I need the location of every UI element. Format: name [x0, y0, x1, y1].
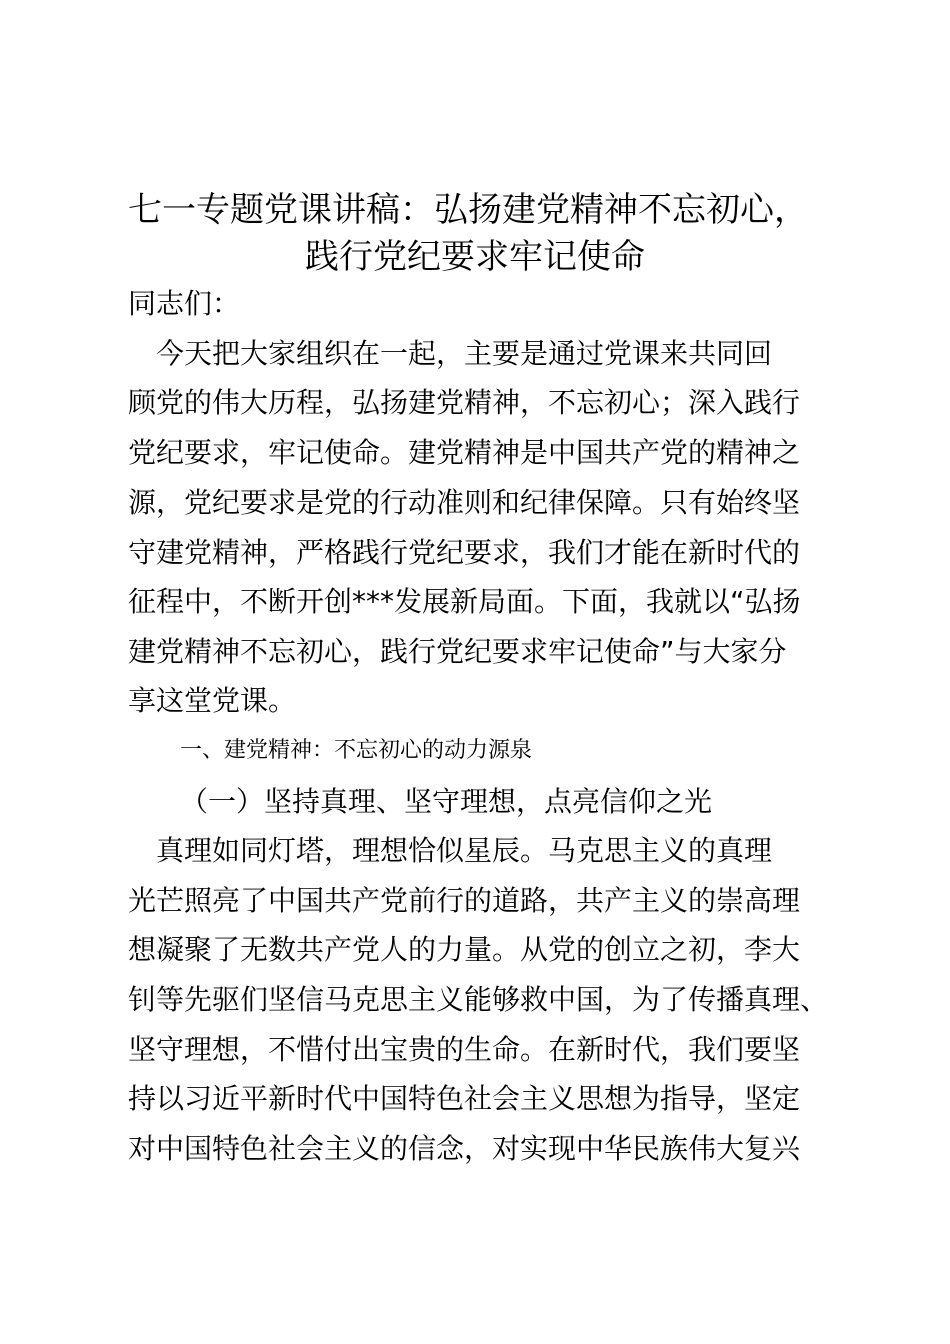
section-paragraph-line: 持以习近平新时代中国特色社会主义思想为指导，坚定 [128, 1082, 801, 1115]
document-title-line-1: 七一专题党课讲稿：弘扬建党精神不忘初心， [128, 190, 808, 230]
intro-paragraph-line: 守建党精神，严格践行党纪要求，我们才能在新时代的 [128, 536, 801, 569]
section-paragraph-line: 真理如同灯塔，理想恰似星辰。马克思主义的真理 [128, 834, 773, 867]
intro-paragraph-line: 源，党纪要求是党的行动准则和纪律保障。只有始终坚 [128, 486, 801, 519]
section-paragraph-line: 想凝聚了无数共产党人的力量。从党的创立之初，李大 [128, 933, 801, 966]
intro-paragraph-line: 征程中，不断开创***发展新局面。下面，我就以“弘扬 [128, 585, 801, 618]
greeting: 同志们： [128, 287, 241, 320]
section-paragraph-line: 对中国特色社会主义的信念，对实现中华民族伟大复兴 [128, 1132, 801, 1165]
section-paragraph-line: 坚守理想，不惜付出宝贵的生命。在新时代，我们要坚 [128, 1033, 801, 1066]
intro-paragraph-line: 今天把大家组织在一起，主要是通过党课来共同回 [128, 337, 773, 370]
intro-paragraph-line: 党纪要求，牢记使命。建党精神是中国共产党的精神之 [128, 436, 801, 469]
intro-paragraph-line: 顾党的伟大历程，弘扬建党精神，不忘初心；深入践行 [128, 386, 801, 419]
document-title-line-2: 践行党纪要求牢记使命 [305, 237, 645, 277]
intro-paragraph-line: 建党精神不忘初心，践行党纪要求牢记使命”与大家分 [128, 635, 787, 668]
section-paragraph-line: 钊等先驱们坚信马克思主义能够救中国，为了传播真理、 [128, 983, 829, 1016]
section-heading: 一、建党精神：不忘初心的动力源泉 [180, 738, 533, 763]
intro-paragraph-line: 享这堂党课。 [128, 684, 297, 717]
subsection-heading: （一）坚持真理、坚守理想，点亮信仰之光 [180, 785, 713, 818]
section-paragraph-line: 光芒照亮了中国共产党前行的道路，共产主义的崇高理 [128, 884, 801, 917]
